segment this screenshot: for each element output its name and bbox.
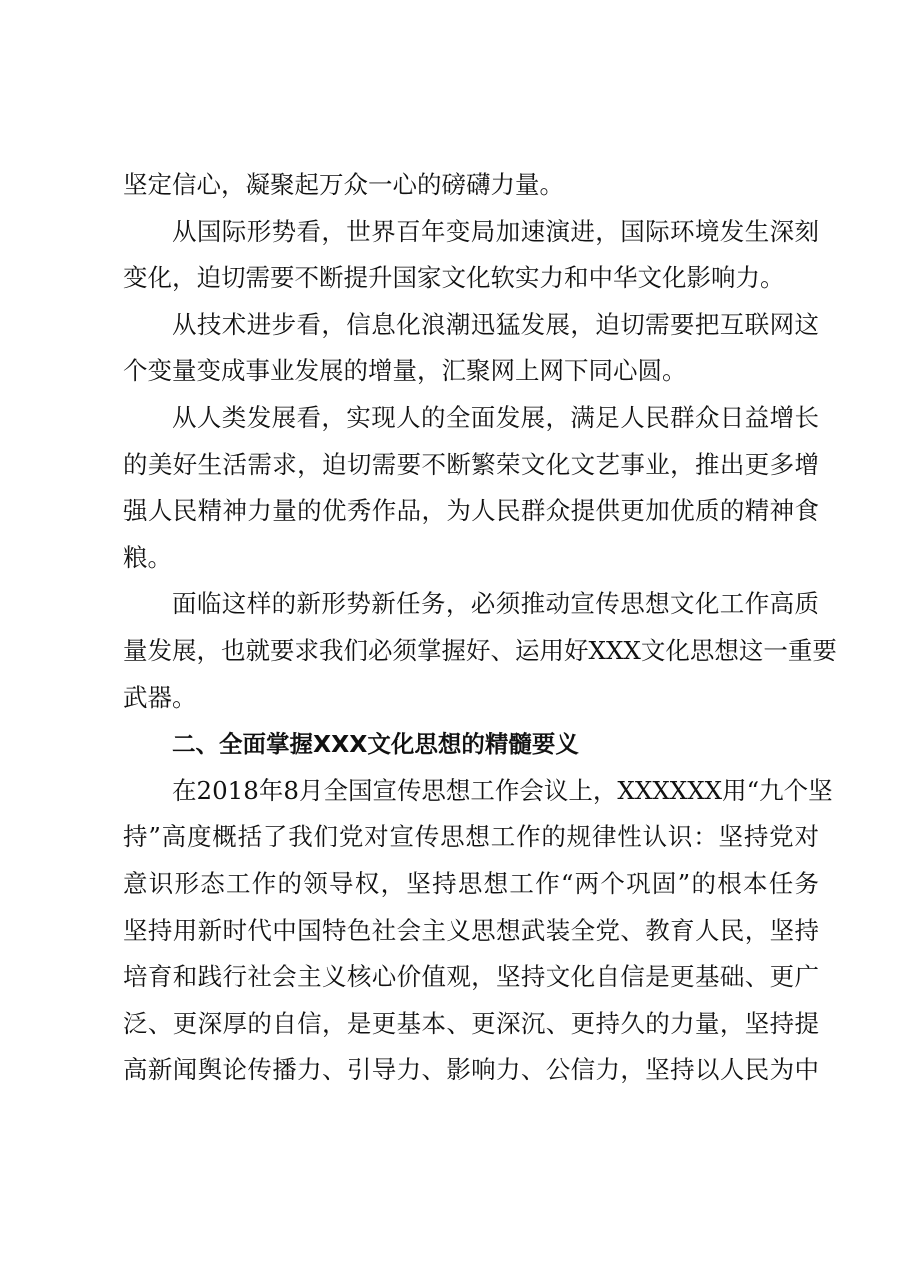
paragraph-line: 培育和践行社会主义核心价值观，坚持文化自信是更基础、更广	[123, 962, 819, 992]
paragraph-line: 从人类发展看，实现人的全面发展，满足人民群众日益增长	[172, 402, 819, 432]
paragraph-line: 量发展，也就要求我们必须掌握好、运用好XXX文化思想这一重要	[123, 635, 837, 665]
paragraph-line: 从国际形势看，世界百年变局加速演进，国际环境发生深刻	[172, 216, 819, 246]
paragraph-line: 坚持用新时代中国特色社会主义思想武装全党、教育人民，坚持	[123, 915, 819, 945]
paragraph-line: 坚定信心，凝聚起万众一心的磅礴力量。	[123, 170, 564, 199]
paragraph-line: 高新闻舆论传播力、引导力、影响力、公信力，坚持以人民为中	[123, 1055, 819, 1085]
paragraph-line: 变化，迫切需要不断提升国家文化软实力和中华文化影响力。	[123, 263, 785, 293]
paragraph-line: 在2018年8月全国宣传思想工作会议上，XXXXXX用“九个坚	[172, 775, 833, 805]
paragraph-line: 强人民精神力量的优秀作品，为人民群众提供更加优质的精神食	[123, 496, 819, 526]
paragraph-line: 的美好生活需求，迫切需要不断繁荣文化文艺事业，推出更多增	[123, 449, 819, 479]
section-heading: 二、全面掌握XXX文化思想的精髓要义	[172, 730, 579, 759]
paragraph-line: 持”高度概括了我们党对宣传思想工作的规律性认识：坚持党对	[123, 822, 819, 852]
paragraph-line: 面临这样的新形势新任务，必须推动宣传思想文化工作高质	[172, 589, 819, 619]
paragraph-line: 意识形态工作的领导权，坚持思想工作“两个巩固”的根本任务	[123, 868, 819, 898]
paragraph-line: 泛、更深厚的自信，是更基本、更深沉、更持久的力量，坚持提	[123, 1008, 819, 1038]
paragraph-line: 个变量变成事业发展的增量，汇聚网上网下同心圆。	[123, 356, 687, 386]
paragraph-line: 武器。	[123, 682, 197, 712]
paragraph-line: 从技术进步看，信息化浪潮迅猛发展，迫切需要把互联网这	[172, 309, 819, 339]
paragraph-line: 粮。	[123, 542, 172, 572]
